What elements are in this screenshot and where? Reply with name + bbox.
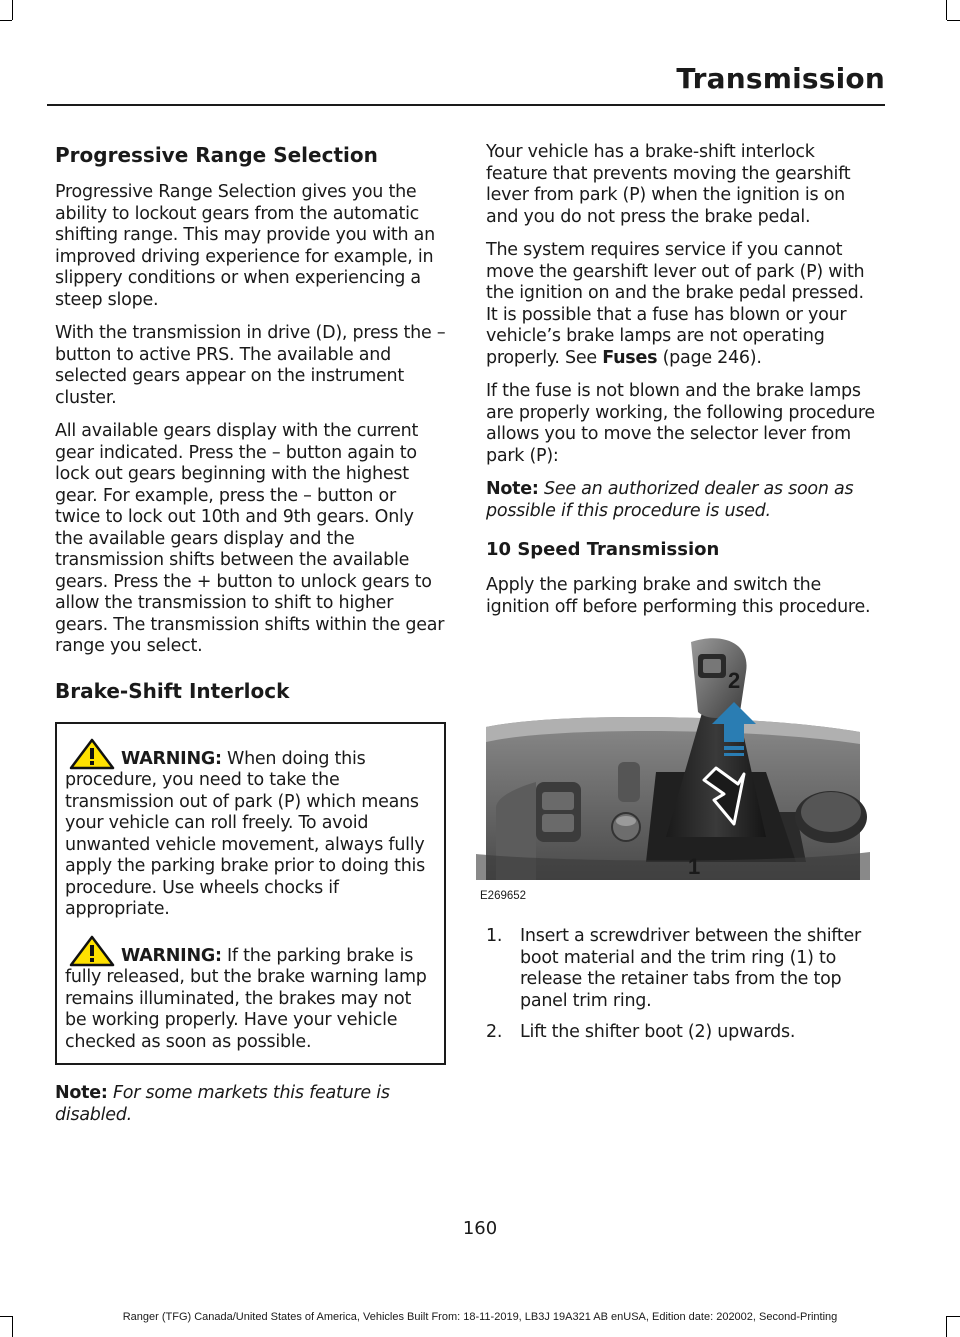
callout-2: 2 <box>728 668 741 694</box>
warning-2 <box>65 935 434 1054</box>
left-column <box>55 142 446 1138</box>
ten-speed-heading: 10 Speed Transmission <box>486 539 720 560</box>
note-label: Note: <box>55 1083 108 1103</box>
warning-1-text: When doing this procedure, you need to take the transmission out of park (P) which means your vehicle can roll freely. To avoid unwanted vehicle movement, always fully apply the parking brake prior to doing this procedure. Use wheels chocks if appropriate. <box>65 748 426 919</box>
procedure-paragraph: If the fuse is not blown and the brake lamps are properly working, the following procedure allows you to move the selector lever from park (P): <box>486 381 875 466</box>
warning-triangle-icon <box>69 935 115 967</box>
page-number: 160 <box>462 1218 498 1239</box>
service-paragraph <box>486 240 880 369</box>
warning-box <box>55 722 446 1066</box>
warning-triangle-icon <box>69 738 115 770</box>
callout-1: 1 <box>688 854 701 880</box>
procedure-steps <box>486 926 880 1044</box>
step-text: Lift the shifter boot (2) upwards. <box>520 1022 796 1043</box>
crop-mark <box>12 0 13 20</box>
note-dealer <box>486 479 880 522</box>
service-text: The system requires service if you cannot move the gearshift lever out of park (P) with the ignition on and the brake pedal pressed. It is possible that a fuse has blown or your vehicle’s brake lamps are not operating properly. See <box>486 240 865 368</box>
note-text: See an authorized dealer as soon as possible if this procedure is used. <box>486 479 854 521</box>
prs-paragraph-3: All available gears display with the current gear indicated. Press the – button again to lock out gears beginning with the highest gear. For example, press the – button or twice to lock out 10th and 9th gears. Only the available gears display and the transmission shifts between the available gears. Press the + button to unlock gears to allow the transmission to shift to higher gears. The transmission shifts within the gear range you select. <box>55 421 445 656</box>
parking-brake-paragraph: Apply the parking brake and switch the ignition off before performing this procedure. <box>486 575 871 617</box>
crop-mark <box>946 0 947 20</box>
fuses-link[interactable]: Fuses <box>602 347 658 368</box>
page-reference: (page 246). <box>657 347 762 368</box>
shifter-illustration <box>476 632 870 904</box>
brake-shift-interlock-heading: Brake-Shift Interlock <box>55 678 290 703</box>
shifter-drawing <box>476 632 870 904</box>
interlock-paragraph: Your vehicle has a brake-shift interlock feature that prevents moving the gearshift lever from park (P) when the ignition is on and you do not press the brake pedal. <box>486 142 851 227</box>
page-title: Transmission <box>676 62 885 95</box>
note-markets <box>55 1083 446 1126</box>
warning-1 <box>65 738 434 921</box>
list-item <box>486 1022 880 1044</box>
step-text: Insert a screwdriver between the shifter boot material and the trim ring (1) to release the retainer tabs from the top panel trim ring. <box>520 926 861 1011</box>
header-divider <box>47 104 885 106</box>
prs-heading: Progressive Range Selection <box>55 143 378 167</box>
note-label: Note: <box>486 479 539 499</box>
step-number: 1. <box>486 926 503 947</box>
warning-2-text: If the parking brake is fully released, but the brake warning lamp remains illuminated, the brakes may not be working properly. Have your vehicle checked as soon as possible. <box>65 945 427 1052</box>
prs-paragraph-1: Progressive Range Selection gives you the ability to lockout gears from the automatic shifting range. This may provide you with an improved driving experience for example, in slippery conditions or when experiencing a steep slope. <box>55 182 435 310</box>
warning-2-label: WARNING: <box>121 945 222 966</box>
footer: Ranger (TFG) Canada/United States of America, Vehicles Built From: 18-11-2019, LB3J 19A321 AB enUSA, Edition date: 202002, Second-Printing <box>122 1311 838 1323</box>
prs-paragraph-2: With the transmission in drive (D), press the – button to active PRS. The available and selected gears appear on the instrument cluster. <box>55 323 446 408</box>
right-column <box>480 142 880 1054</box>
step-number: 2. <box>486 1022 503 1043</box>
note-text: For some markets this feature is disabled. <box>55 1083 390 1125</box>
crop-mark <box>0 20 12 21</box>
figure-id: E269652 <box>480 890 527 903</box>
crop-mark <box>947 20 960 21</box>
warning-1-label: WARNING: <box>121 748 222 769</box>
list-item <box>486 926 880 1012</box>
